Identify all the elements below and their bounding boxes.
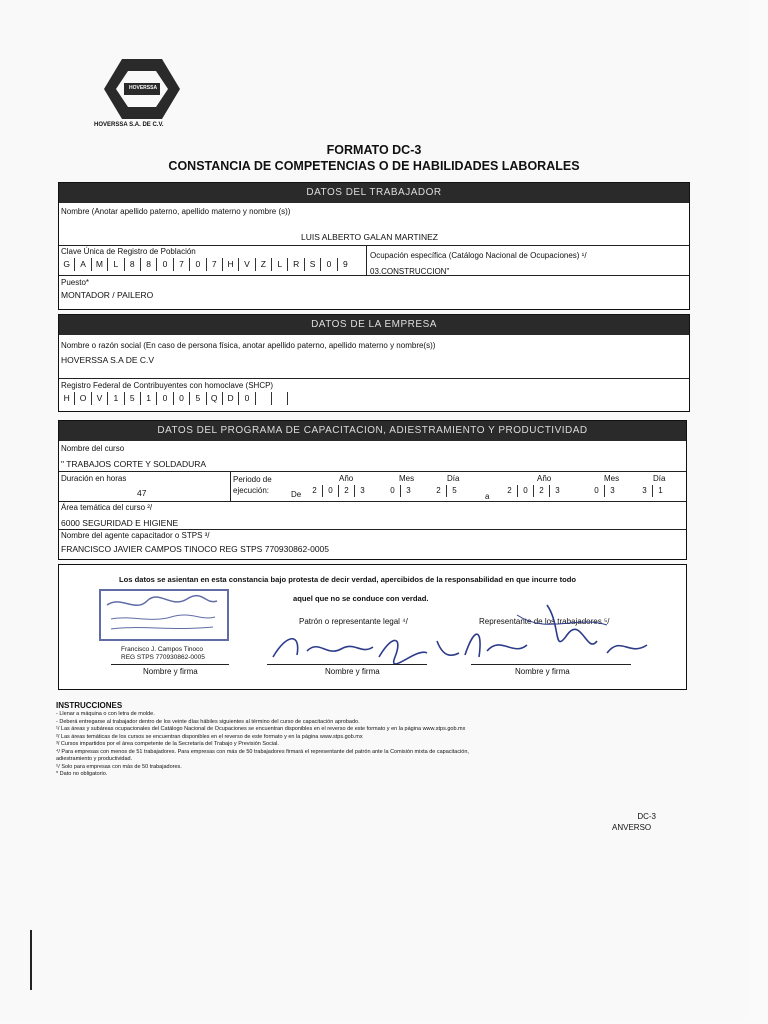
program-section-header: DATOS DEL PROGRAMA DE CAPACITACION, ADIESTRAMIENTO Y PRODUCTIVIDAD	[59, 421, 686, 441]
curp-cells	[59, 258, 353, 271]
instruction-line: ³/ Cursos impartidos por el área competente de la Secretaría del Trabajo y Previsión Social.	[56, 741, 279, 747]
char-cell: 1	[140, 392, 156, 405]
from-day-cells	[431, 485, 462, 497]
char-cell: R	[287, 258, 303, 271]
instruction-line: ⁴/ Para empresas con menos de 51 trabajadores. Para empresas con más de 50 trabajadores firmará el representante del patrón ante la Comisión mixta de capacitación,	[56, 748, 469, 755]
company-name-label: Nombre o razón social (En caso de persona física, anotar apellido paterno, apellido materno y nombre(s))	[61, 341, 436, 350]
worker-name-label: Nombre (Anotar apellido paterno, apellido materno y nombre (s))	[61, 207, 291, 216]
char-cell: 0	[238, 392, 254, 405]
char-cell	[255, 392, 271, 405]
instructor-stamp	[99, 589, 229, 641]
char-cell: L	[271, 258, 287, 271]
char-cell: 5	[124, 392, 140, 405]
char-cell: 3	[400, 485, 416, 497]
company-section-header: DATOS DE LA EMPRESA	[59, 315, 689, 335]
char-cell: 0	[320, 258, 336, 271]
char-cell: 2	[533, 485, 549, 497]
char-cell	[287, 392, 303, 405]
logo-mark-text: HOVERSSA	[129, 85, 158, 91]
char-cell: 1	[652, 485, 668, 497]
instructor-reg: REG STPS 770930862-0005	[121, 654, 205, 661]
char-cell: 7	[206, 258, 222, 271]
company-name: HOVERSSA S.A DE C.V	[61, 355, 155, 365]
period-label-2: ejecución:	[233, 486, 270, 495]
from-day-label: Día	[447, 474, 460, 483]
char-cell: 7	[173, 258, 189, 271]
duration-value: 47	[137, 488, 147, 498]
agent-value: FRANCISCO JAVIER CAMPOS TINOCO REG STPS 770930862-0005	[61, 544, 329, 554]
instructor-caption: Francisco J. Campos Tinoco	[121, 646, 204, 653]
to-year-cells	[502, 485, 565, 497]
statement-line-1: Los datos se asientan en esta constancia bajo protesta de decir verdad, apercibidos de la responsabilidad en que incurre todo	[119, 575, 577, 584]
workers-rep-label: Representante de los trabajadores ⁵/	[479, 617, 610, 626]
char-cell: V	[238, 258, 254, 271]
char-cell: L	[107, 258, 123, 271]
footer-side: ANVERSO	[612, 823, 652, 832]
statement-line-2: aquel que no se conduce con verdad.	[293, 594, 429, 603]
char-cell: 2	[436, 486, 441, 495]
char-cell: 0	[594, 486, 599, 495]
format-title: FORMATO DC-3	[326, 143, 422, 157]
char-cell: 1	[107, 392, 123, 405]
char-cell: Q	[206, 392, 222, 405]
char-cell: 0	[156, 392, 172, 405]
char-cell: V	[91, 392, 107, 405]
char-cell: M	[91, 258, 107, 271]
document-title: CONSTANCIA DE COMPETENCIAS O DE HABILIDADES LABORALES	[168, 159, 580, 173]
instruction-line: * Dato no obligatorio.	[56, 771, 108, 777]
char-cell: 3	[642, 486, 647, 495]
duration-label: Duración en horas	[61, 474, 127, 483]
char-cell: D	[222, 392, 238, 405]
char-cell: 3	[604, 485, 620, 497]
to-label: a	[485, 492, 490, 501]
from-year-cells	[307, 485, 370, 497]
char-cell: 2	[507, 486, 512, 495]
to-month-cells	[589, 485, 620, 497]
legal-rep-name-sign: Nombre y firma	[325, 667, 380, 676]
occupation-label: Ocupación específica (Catálogo Nacional de Ocupaciones) ¹/	[370, 251, 587, 260]
char-cell: 0	[517, 485, 533, 497]
instruction-line: - Llenar a máquina o con letra de molde.	[56, 711, 155, 717]
char-cell: 5	[446, 485, 462, 497]
instruction-line: ⁵/ Solo para empresas con más de 50 trabajadores.	[56, 763, 182, 770]
to-year-label: Año	[537, 474, 552, 483]
from-year-label: Año	[339, 474, 354, 483]
char-cell: H	[63, 393, 70, 403]
period-label-1: Periodo de	[233, 475, 272, 484]
legal-rep-label: Patrón o representante legal ⁴/	[299, 617, 408, 626]
area-label: Área temática del curso ²/	[61, 503, 153, 512]
instructions-title: INSTRUCCIONES	[56, 701, 123, 710]
char-cell: 2	[338, 485, 354, 497]
legal-rep-signature	[267, 627, 467, 667]
char-cell: 0	[322, 485, 338, 497]
workers-rep-signature	[457, 595, 657, 665]
char-cell: 9	[337, 258, 353, 271]
company-section	[58, 314, 690, 412]
char-cell: 8	[124, 258, 140, 271]
instruction-line: ¹/ Las áreas y subáreas ocupacionales del Catálogo Nacional de Ocupaciones se encuentran disponibles en el reverso de este formato y en la página www.stps.gob.mx	[56, 726, 466, 732]
rfc-label: Registro Federal de Contribuyentes con homoclave (SHCP)	[61, 381, 274, 390]
char-cell: Z	[255, 258, 271, 271]
rfc-cells	[59, 392, 304, 405]
char-cell: 0	[156, 258, 172, 271]
footer-code: DC-3	[637, 812, 656, 821]
to-day-label: Día	[653, 474, 666, 483]
worker-section	[58, 182, 690, 310]
char-cell: 0	[390, 486, 395, 495]
char-cell: 3	[549, 485, 565, 497]
course-label: Nombre del curso	[61, 444, 125, 453]
instructor-name-sign: Nombre y firma	[143, 667, 198, 676]
char-cell: O	[74, 392, 90, 405]
char-cell: H	[222, 258, 238, 271]
instruction-line: adiestramiento y productividad.	[56, 756, 133, 762]
occupation-value: 03.CONSTRUCCION"	[370, 267, 450, 276]
char-cell	[271, 392, 287, 405]
to-month-label: Mes	[604, 474, 620, 483]
char-cell: 0	[189, 258, 205, 271]
area-value: 6000 SEGURIDAD E HIGIENE	[61, 518, 179, 528]
company-logo	[92, 54, 192, 132]
instructions	[56, 701, 676, 779]
from-month-label: Mes	[399, 474, 415, 483]
workers-rep-name-sign: Nombre y firma	[515, 667, 570, 676]
course-name: " TRABAJOS CORTE Y SOLDADURA	[61, 459, 207, 469]
from-month-cells	[385, 485, 416, 497]
position-value: MONTADOR / PAILERO	[61, 290, 154, 300]
agent-label: Nombre del agente capacitador o STPS ³/	[61, 531, 210, 540]
curp-label: Clave Única de Registro de Población	[61, 247, 196, 256]
instruction-line: - Deberá entregarse al trabajador dentro de los veinte días hábiles siguientes al término del curso de capacitación aprobado.	[56, 718, 360, 725]
program-section	[58, 420, 687, 560]
stamp-signature-scribble	[101, 591, 223, 635]
worker-name: LUIS ALBERTO GALAN MARTINEZ	[301, 232, 438, 242]
char-cell: 5	[189, 392, 205, 405]
char-cell: A	[74, 258, 90, 271]
signatures-section	[58, 564, 687, 690]
char-cell: 0	[173, 392, 189, 405]
to-day-cells	[637, 485, 668, 497]
char-cell: 8	[140, 258, 156, 271]
char-cell: S	[304, 258, 320, 271]
char-cell: 3	[354, 485, 370, 497]
char-cell: 2	[312, 486, 317, 495]
instruction-line: ²/ Las áreas temáticas de los cursos se encuentran disponibles en el reverso de este formato y en la página www.stps.gob.mx	[56, 733, 363, 740]
position-label: Puesto*	[61, 278, 90, 287]
scan-edge-mark	[30, 930, 32, 990]
char-cell: G	[63, 259, 70, 269]
worker-section-header: DATOS DEL TRABAJADOR	[59, 183, 689, 203]
logo-company-name: HOVERSSA S.A. DE C.V.	[94, 122, 164, 128]
from-label: De	[291, 490, 302, 499]
